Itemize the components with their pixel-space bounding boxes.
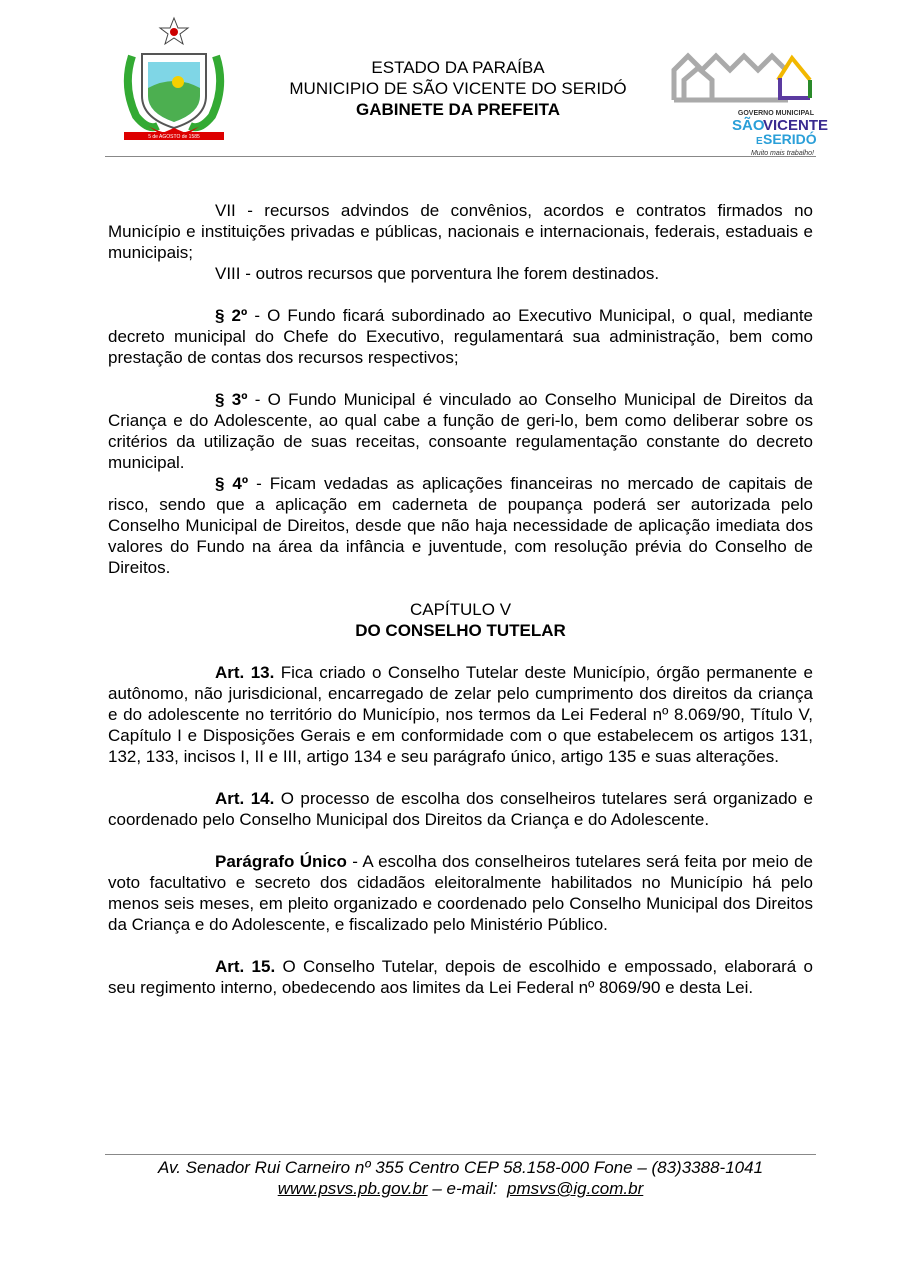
logo-e-text: E: [756, 136, 763, 147]
municipality-name: MUNICIPIO DE SÃO VICENTE DO SERIDÓ: [289, 79, 627, 98]
article-15: [108, 956, 813, 998]
chapter-title-text: DO CONSELHO TUTELAR: [355, 621, 566, 640]
paragraph-lead: § 4º: [215, 474, 249, 493]
footer: [105, 1157, 816, 1199]
article-13: [108, 662, 813, 767]
article-14: [108, 788, 813, 830]
logo-vicente-text: VICENTE: [763, 117, 829, 134]
logo-slogan-text: Muito mais trabalho!: [750, 150, 814, 157]
paragraph-lead: § 3º: [215, 390, 248, 409]
chapter-title: [108, 620, 813, 641]
document-body: [108, 200, 813, 998]
paragraph-text: Fica criado o Conselho Tutelar deste Município, órgão permanente e autônomo, não jurisdicional, encarregado de zelar pelo cumprimento dos direitos da criança e do adolescente no território do Município, nos termos da Lei Federal nº 8.069/90, Título V, Capítulo I e Disposições Gerais e em conformidade com o que estabelecem os artigos 131, 132, 133, incisos I, II e III, artigo 134 e seu parágrafo único, artigo 135 e suas alterações.: [108, 663, 813, 766]
logo-serido-text: SERIDÓ: [763, 131, 817, 147]
state-name: ESTADO DA PARAÍBA: [371, 58, 545, 77]
paragraph-lead: Art. 14.: [215, 789, 275, 808]
website-link[interactable]: www.psvs.pb.gov.br: [277, 1179, 428, 1198]
paragraph-text: - A escolha dos conselheiros tutelares será feita por meio de voto facultativo e secreto dos cidadãos eleitoralmente habilitados no Município há pelo menos seis meses, em pleito organizado e coordenado pelo Conselho Municipal dos Direitos da Criança e do Adolescente, e fiscalizado pelo Ministério Público.: [108, 852, 813, 934]
paragraph-text: O processo de escolha dos conselheiros tutelares será organizado e coordenado pelo Conselho Municipal dos Direitos da Criança e do Adolescente.: [108, 789, 813, 829]
sao-vicente-serido-logo: [670, 50, 829, 158]
paragraph-s4: [108, 473, 813, 578]
paragraph-vii: [108, 200, 813, 263]
paragraph-lead: Parágrafo Único: [215, 852, 347, 871]
paragraph-lead: Art. 15.: [215, 957, 276, 976]
crest-ribbon-text: 5 de AGOSTO de 1585: [148, 134, 200, 140]
paragraph-s2: [108, 305, 813, 368]
logo-gov-text: GOVERNO MUNICIPAL: [737, 110, 814, 117]
paragraph-lead: § 2º: [215, 306, 248, 325]
paragraph-viii: [108, 263, 813, 284]
footer-divider: [105, 1154, 816, 1155]
paragraph-text: - O Fundo Municipal é vinculado ao Conselho Municipal de Direitos da Criança e do Adolescente, ao qual cabe a função de geri-lo, bem como deliberar sobre os critérios da utilização de suas receitas, consoante regulamentação constante do decreto municipal.: [108, 390, 813, 472]
paraiba-coat-of-arms-logo: [118, 16, 230, 144]
letterhead: [258, 57, 658, 120]
paragraph-text: - O Fundo ficará subordinado ao Executivo Municipal, o qual, mediante decreto municipal do Chefe do Executivo, regulamentará sua administração, bem como prestação de contas dos recursos respectivos;: [108, 306, 814, 367]
paragraph-text: VII - recursos advindos de convênios, acordos e contratos firmados no Município e instituições privadas e públicas, nacionais e internacionais, federais, estaduais e municipais;: [108, 201, 813, 262]
office-name: GABINETE DA PREFEITA: [355, 100, 560, 119]
paragraph-lead: Art. 13.: [215, 663, 275, 682]
sole-paragraph: [108, 851, 813, 935]
paragraph-text: - Ficam vedadas as aplicações financeiras no mercado de capitais de risco, sendo que a aplicação em caderneta de poupança poderá ser autorizada pelo Conselho Municipal de Direitos, desde que não haja necessidade de aplicação imediata dos valores do Fundo na área da infância e juventude, com resolução prévia do Conselho de Direitos.: [108, 474, 813, 577]
email-link[interactable]: pmsvs@ig.com.br: [506, 1179, 644, 1198]
paragraph-text: O Conselho Tutelar, depois de escolhido e empossado, elaborará o seu regimento interno, obedecendo aos limites da Lei Federal nº 8069/90 e desta Lei.: [108, 957, 814, 997]
paragraph-s3: [108, 389, 813, 473]
chapter-number: CAPÍTULO V: [409, 600, 512, 619]
footer-address: Av. Senador Rui Carneiro nº 355 Centro CEP 58.158-000 Fone – (83)3388-1041: [157, 1158, 764, 1177]
paragraph-text: VIII - outros recursos que porventura lhe forem destinados.: [215, 264, 660, 283]
logo-sao-text: SÃO: [732, 117, 765, 134]
footer-email-label: – e-mail:: [427, 1179, 507, 1198]
header-divider: [105, 156, 816, 157]
